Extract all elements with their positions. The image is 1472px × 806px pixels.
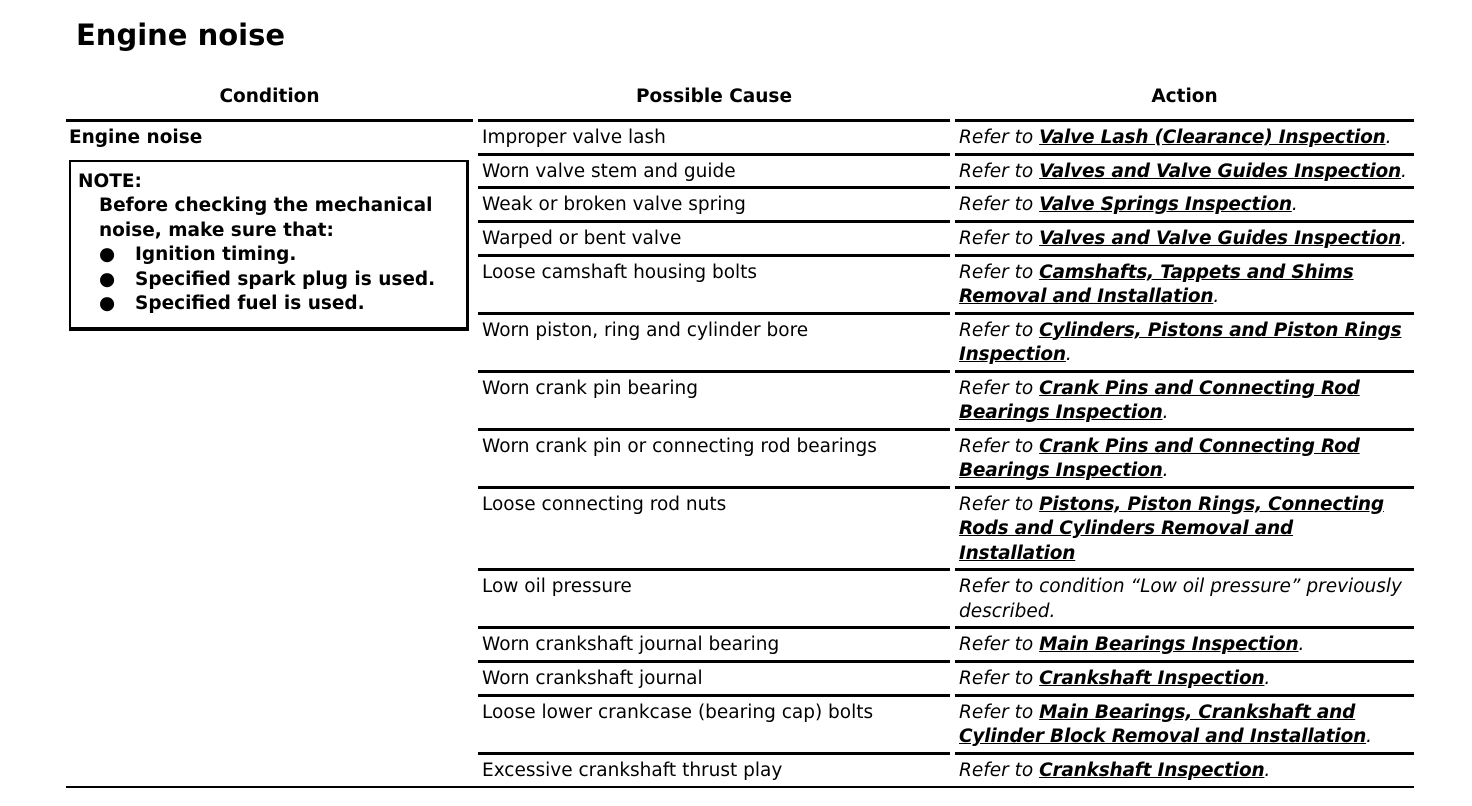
action-prefix: Refer to <box>959 435 1040 457</box>
action-cell <box>955 122 1414 156</box>
action-link[interactable]: Valves and Valve Guides Inspection <box>1039 160 1401 182</box>
action-prefix: Refer to <box>959 634 1040 655</box>
action-suffix: . <box>1298 634 1305 655</box>
action-link[interactable]: Camshafts, Tappets and Shims Removal and Installation <box>959 261 1354 307</box>
cause-cell: Worn crank pin or connecting rod bearings <box>478 431 950 489</box>
cause-cell: Low oil pressure <box>478 571 950 629</box>
header-possible-cause: Possible Cause <box>636 86 792 107</box>
note-bullet: ● Specified spark plug is used. <box>99 268 460 293</box>
action-link[interactable]: Valves and Valve Guides Inspection <box>1039 228 1401 249</box>
action-prefix: Refer to <box>959 319 1040 341</box>
condition-cell <box>66 122 473 786</box>
cause-cell: Loose connecting rod nuts <box>478 489 950 572</box>
action-prefix: Refer to <box>959 759 1040 781</box>
action-suffix: . <box>1385 127 1392 148</box>
note-bullets <box>99 243 460 317</box>
action-link[interactable]: Crankshaft Inspection <box>1039 759 1265 781</box>
cause-cell: Loose camshaft housing bolts <box>478 257 950 315</box>
cause-cell: Worn valve stem and guide <box>478 156 950 190</box>
action-prefix: Refer to <box>959 160 1040 182</box>
action-link[interactable]: Valve Lash (Clearance) Inspection <box>1039 127 1386 148</box>
action-suffix: . <box>1264 759 1271 781</box>
cause-cell: Improper valve lash <box>478 122 950 156</box>
action-link[interactable]: Main Bearings Inspection <box>1039 634 1299 655</box>
action-cell <box>955 697 1414 755</box>
cause-cell: Loose lower crankcase (bearing cap) bolts <box>478 697 950 755</box>
bullet-icon: ● <box>99 268 116 290</box>
action-suffix: . <box>1400 160 1407 182</box>
bullet-icon: ● <box>99 293 116 314</box>
cause-cell: Worn crankshaft journal bearing <box>478 629 950 663</box>
action-suffix: . <box>1213 286 1220 307</box>
action-link[interactable]: Pistons, Piston Rings, Connecting Rods and Cylinders Removal and Installation <box>959 493 1384 564</box>
action-cell <box>955 257 1414 315</box>
action-suffix: . <box>1291 194 1298 215</box>
action-prefix: Refer to <box>959 701 1040 723</box>
action-link[interactable]: Crankshaft Inspection <box>1039 668 1265 689</box>
action-suffix: . <box>1264 668 1271 689</box>
cause-cell: Worn crankshaft journal <box>478 663 950 697</box>
action-suffix: . <box>1162 402 1169 423</box>
condition-title: Engine noise <box>69 127 203 148</box>
header-action: Action <box>1151 86 1218 107</box>
action-link[interactable]: Valve Springs Inspection <box>1039 194 1292 215</box>
cause-cell: Worn crank pin bearing <box>478 373 950 431</box>
cause-cell: Warped or bent valve <box>478 223 950 257</box>
table-bottom-rule <box>66 786 1414 788</box>
cause-cell: Weak or broken valve spring <box>478 189 950 223</box>
action-link[interactable]: Crank Pins and Connecting Rod Bearings Inspection <box>959 377 1360 423</box>
action-cell <box>955 373 1414 431</box>
action-prefix: Refer to <box>959 493 1040 515</box>
note-box <box>69 160 469 331</box>
action-cell <box>955 315 1414 373</box>
action-prefix: Refer to <box>959 228 1040 249</box>
action-cell <box>955 489 1414 572</box>
troubleshooting-table <box>66 119 1414 788</box>
note-text: Before checking the mechanical noise, make sure that: <box>99 195 433 241</box>
action-cell <box>955 571 1414 629</box>
action-suffix: . <box>1162 460 1169 481</box>
cause-cell: Excessive crankshaft thrust play <box>482 759 783 781</box>
action-suffix: . <box>1366 726 1372 747</box>
cause-cell: Worn piston, ring and cylinder bore <box>478 315 950 373</box>
action-cell <box>955 663 1414 697</box>
note-label: NOTE: <box>78 170 142 192</box>
action-suffix: . <box>1065 344 1072 365</box>
action-prefix: Refer to <box>959 377 1040 399</box>
action-prefix: Refer to <box>959 261 1040 283</box>
note-bullet: ● Specified fuel is used. <box>99 292 460 317</box>
note-bullet: ● Ignition timing. <box>99 243 460 268</box>
action-cell <box>955 629 1414 663</box>
bullet-icon: ● <box>99 244 116 265</box>
action-prefix: Refer to <box>959 194 1040 215</box>
action-link[interactable]: Crank Pins and Connecting Rod Bearings Inspection <box>959 435 1360 481</box>
action-cell <box>955 755 1414 786</box>
action-prefix: Refer to condition “Low oil pressure” previously described. <box>959 576 1402 622</box>
action-link[interactable]: Cylinders, Pistons and Piston Rings Inspection <box>959 319 1402 365</box>
action-cell <box>955 156 1414 190</box>
action-prefix: Refer to <box>959 668 1040 689</box>
action-prefix: Refer to <box>959 127 1040 148</box>
action-suffix: . <box>1400 228 1407 249</box>
action-cell <box>955 431 1414 489</box>
action-cell <box>955 223 1414 257</box>
page-title: Engine noise <box>76 18 286 52</box>
action-link[interactable]: Main Bearings, Crankshaft and Cylinder Block Removal and Installation <box>959 701 1367 747</box>
action-cell <box>955 189 1414 223</box>
header-condition: Condition <box>219 86 320 107</box>
